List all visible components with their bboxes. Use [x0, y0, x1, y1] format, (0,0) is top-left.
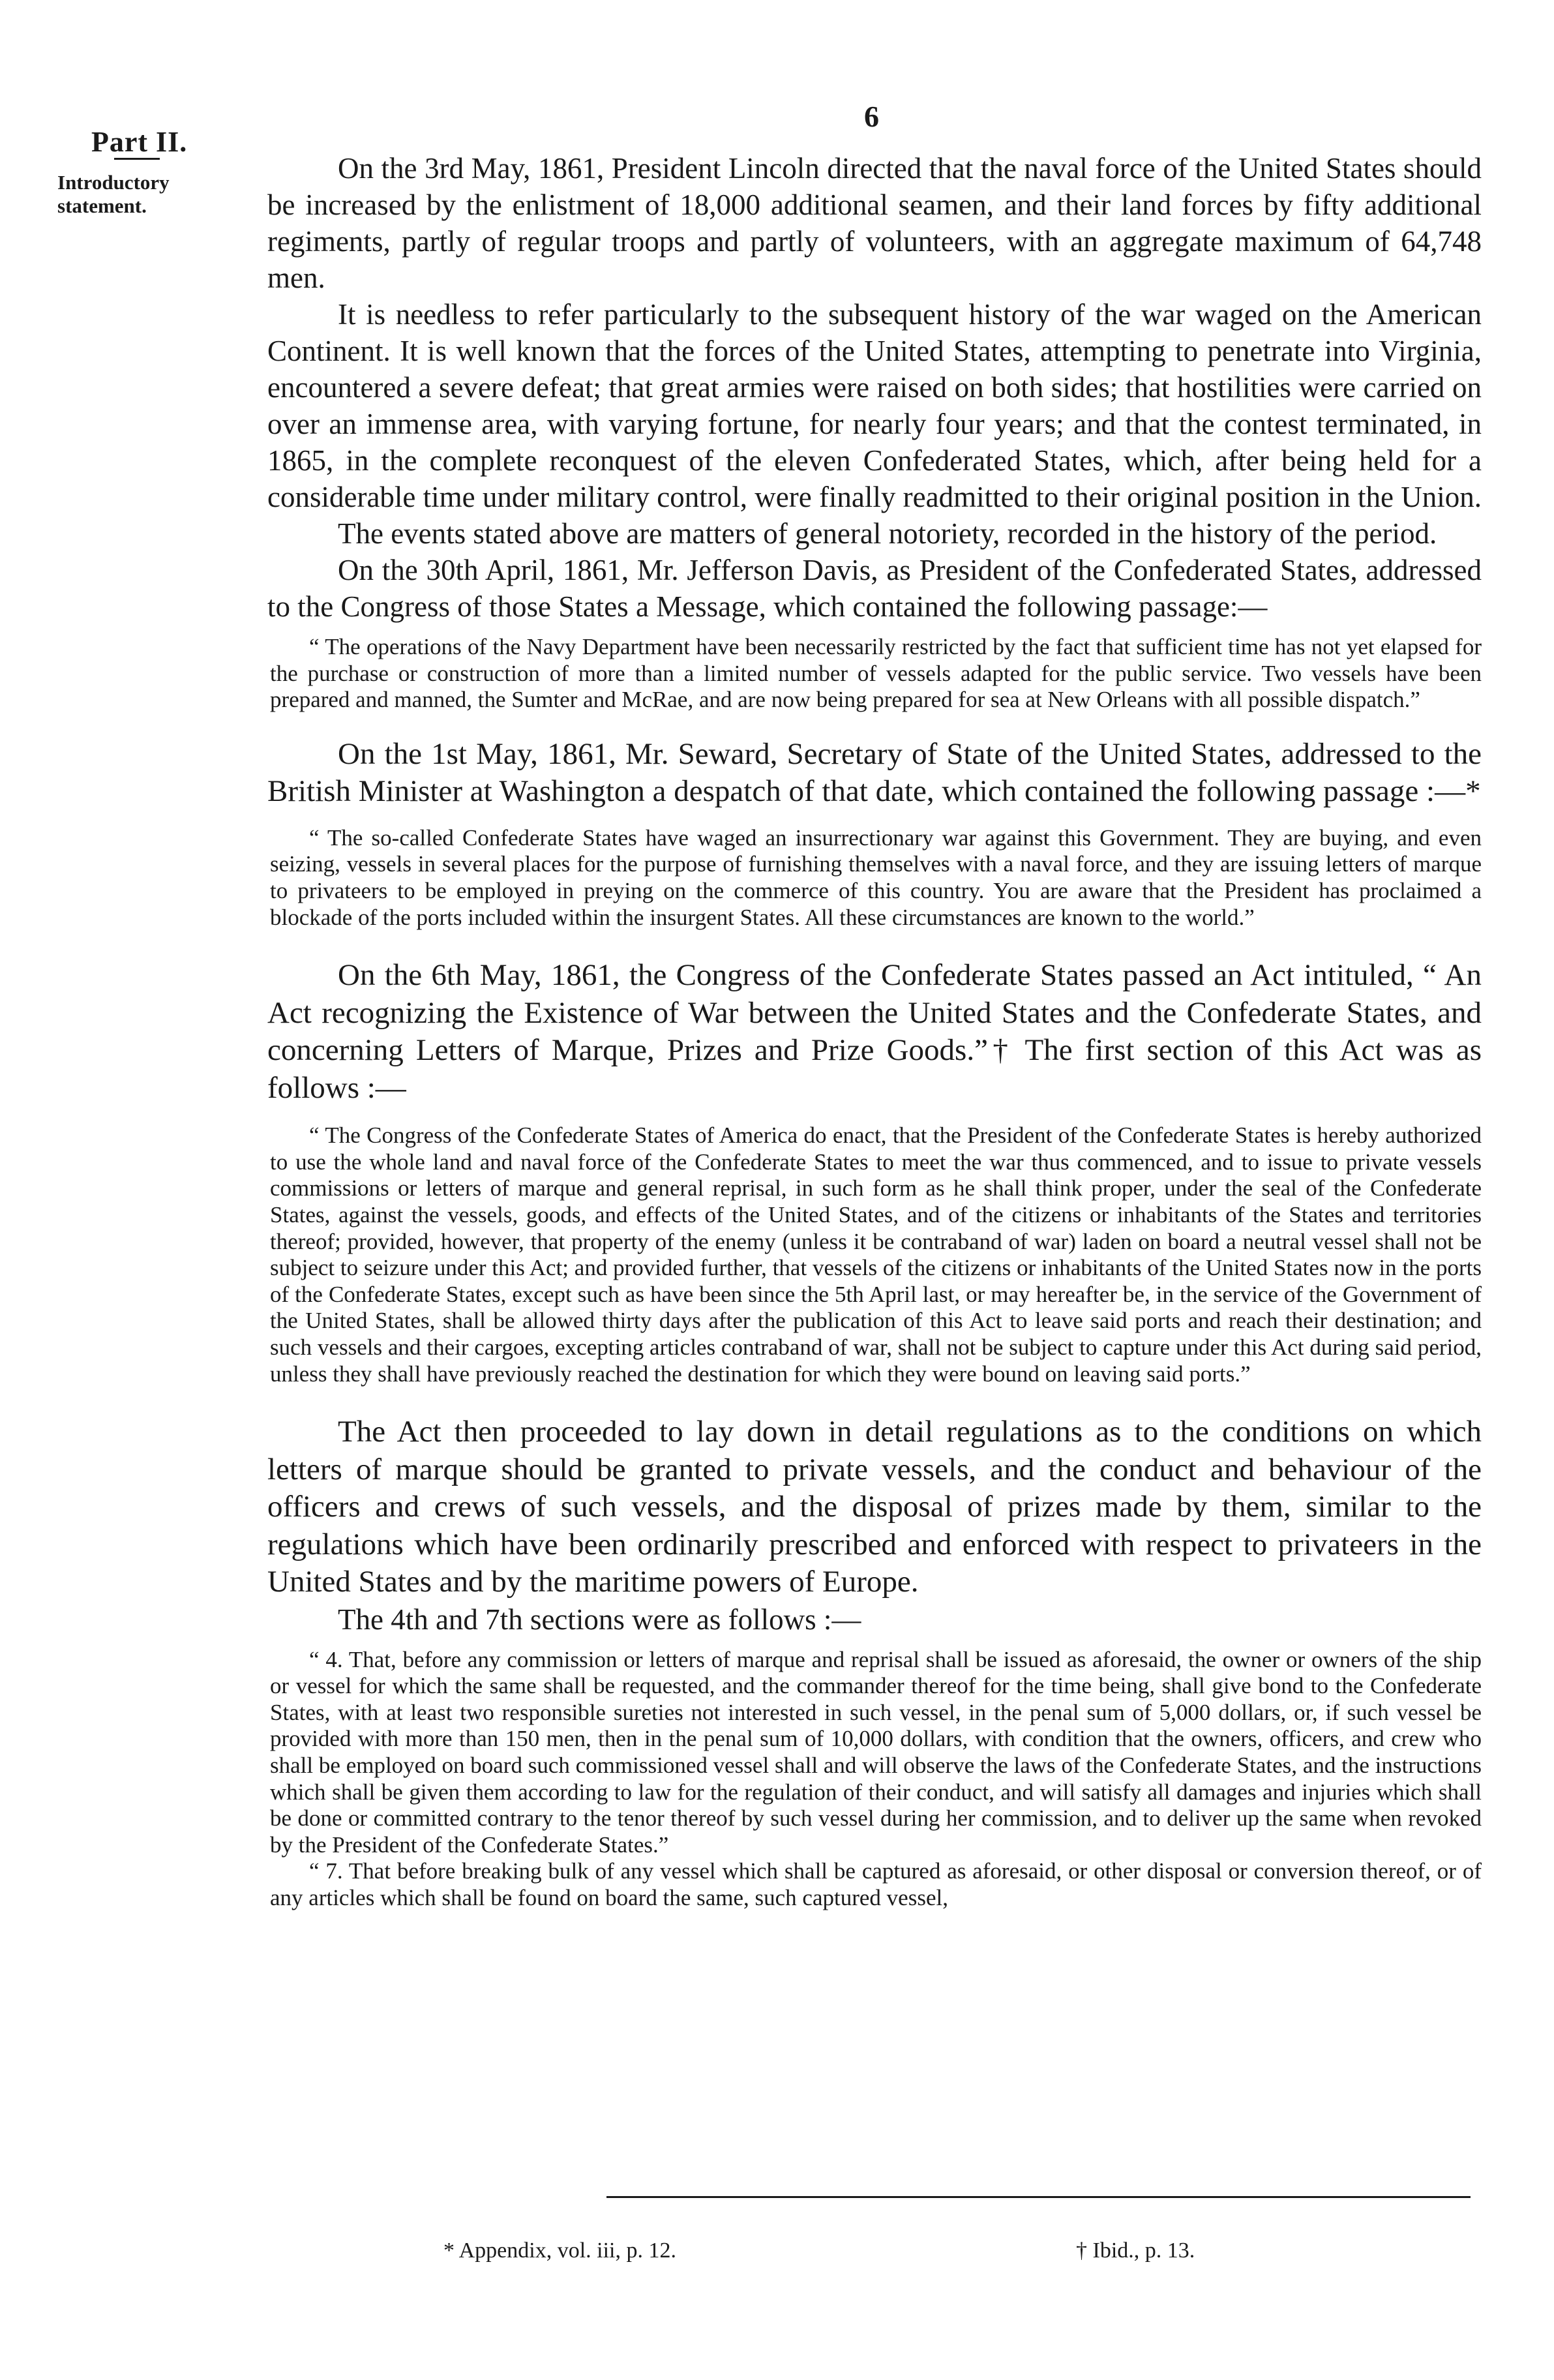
paragraph-seward: On the 1st May, 1861, Mr. Seward, Secretary of State of the United States, addressed to the British Minister at Washington a despatch of that date, which contained the following passage :—*	[267, 736, 1482, 809]
part-label: Part II.	[91, 126, 188, 158]
quote-davis: “ The operations of the Navy Department have been necessarily restricted by the fact that sufficient time has not yet elapsed for the purchase or construction of more than a limited number of vessels adapted for the public service. Two vessels have been prepared and manned, the Sumter and McRae, and are now being prepared for sea at New Orleans with all possible dispatch.”	[270, 634, 1482, 713]
paragraph-act: On the 6th May, 1861, the Congress of the Confederate States passed an Act intituled, “ An Act recognizing the Existence of War between the United States and the Confederate States, and concerning Letters of Marque, Prizes and Prize Goods.”† The first section of this Act was as follows :—	[267, 958, 1482, 1105]
page-number: 6	[864, 100, 879, 133]
paragraph-regulations: The Act then proceeded to lay down in detail regulations as to the conditions on which letters of marque should be granted to private vessels, and the conduct and behaviour of the officers and crews of such vessels, and the disposal of prizes made by them, similar to the regulations which have been ordinarily prescribed and enforced with respect to privateers in the United States and by the maritime powers of Europe.	[267, 1415, 1482, 1599]
footnote-rule	[606, 2196, 1471, 2198]
footnote-ibid: † Ibid., p. 13.	[1076, 2238, 1195, 2263]
quote-seward: “ The so-called Confederate States have waged an insurrectionary war against this Government. They are buying, and even seizing, vessels in several places for the purpose of furnishing themselves with a naval force, and they are issuing letters of marque to privateers to be employed in preying on the commerce of this country. You are aware that the President has proclaimed a blockade of the ports included within the insurgent States. All these circumstances are known to the world.”	[270, 824, 1482, 930]
sidebar-rule	[114, 158, 160, 160]
paragraph-notoriety: The events stated above are matters of general notoriety, recorded in the history of the period.	[338, 517, 1437, 550]
text-body	[267, 150, 1482, 1912]
quote-section-4: “ 4. That, before any commission or letters of marque and reprisal shall be issued as aforesaid, the owner or owners of the ship or vessel for which the same shall be requested, and the commander thereof for the time being, shall give bond to the Confederate States, with at least two responsible sureties not interested in such vessel, in the penal sum of 5,000 dollars, or, if such vessel be provided with more than 150 men, then in the penal sum of 10,000 dollars, with condition that the owners, officers, and crew who shall be employed on board such commissioned vessel shall and will observe the laws of the Confederate States, and the instructions which shall be given them according to law for the regulation of their conduct, and will satisfy all damages and injuries which shall be done or committed contrary to the tenor thereof by such vessel during her commission, and to deliver up the same when revoked by the President of the Confederate States.”	[270, 1646, 1482, 1858]
quote-section-7: “ 7. That before breaking bulk of any vessel which shall be captured as aforesaid, or other disposal or conversion thereof, or of any articles which shall be found on board the same, such captured vessel,	[270, 1858, 1482, 1910]
sidebar-note: Introductory statement.	[57, 171, 170, 217]
paragraph-history: It is needless to refer particularly to the subsequent history of the war waged on the American Continent. It is well known that the forces of the United States, attempting to penetrate into Virginia, encountered a severe defeat; that great armies were raised on both sides; that hostilities were carried on over an immense area, with varying fortune, for nearly four years; and that the contest terminated, in 1865, in the complete reconquest of the eleven Confederated States, which, after being held for a considerable time under military control, were finally readmitted to their original position in the Union.	[267, 298, 1482, 513]
quote-act-section-1: “ The Congress of the Confederate States of America do enact, that the President of the Confederate States is hereby authorized to use the whole land and naval force of the Confederate States to meet the war thus commenced, and to issue to private vessels commissions or letters of marque and general reprisal, in such form as he shall think proper, under the seal of the Confederate States, against the vessels, goods, and effects of the United States, and of the citizens or inhabitants of the States and territories thereof; provided, however, that property of the enemy (unless it be contraband of war) laden on board a neutral vessel shall not be subject to seizure under this Act; and provided further, that vessels of the citizens or inhabitants of the United States now in the ports of the Confederate States, except such as have been since the 5th April last, or may hereafter be, in the service of the Government of the United States, shall be allowed thirty days after the publication of this Act to leave said ports and reach their destination; and such vessels and their cargoes, excepting articles contraband of war, shall not be subject to capture under this Act during said period, unless they shall have previously reached the destination for which they were bound on leaving said ports.”	[270, 1122, 1482, 1387]
paragraph-sections-intro: The 4th and 7th sections were as follows :—	[338, 1603, 861, 1636]
paragraph-lincoln: On the 3rd May, 1861, President Lincoln directed that the naval force of the United States should be increased by the enlistment of 18,000 additional seamen, and their land forces by fifty additional regiments, partly of regular troops and partly of volunteers, with an aggregate maximum of 64,748 men.	[267, 152, 1482, 294]
paragraph-davis: On the 30th April, 1861, Mr. Jefferson Davis, as President of the Confederated States, addressed to the Congress of those States a Message, which contained the following passage:—	[267, 554, 1482, 623]
footnote-appendix: * Appendix, vol. iii, p. 12.	[443, 2238, 676, 2263]
